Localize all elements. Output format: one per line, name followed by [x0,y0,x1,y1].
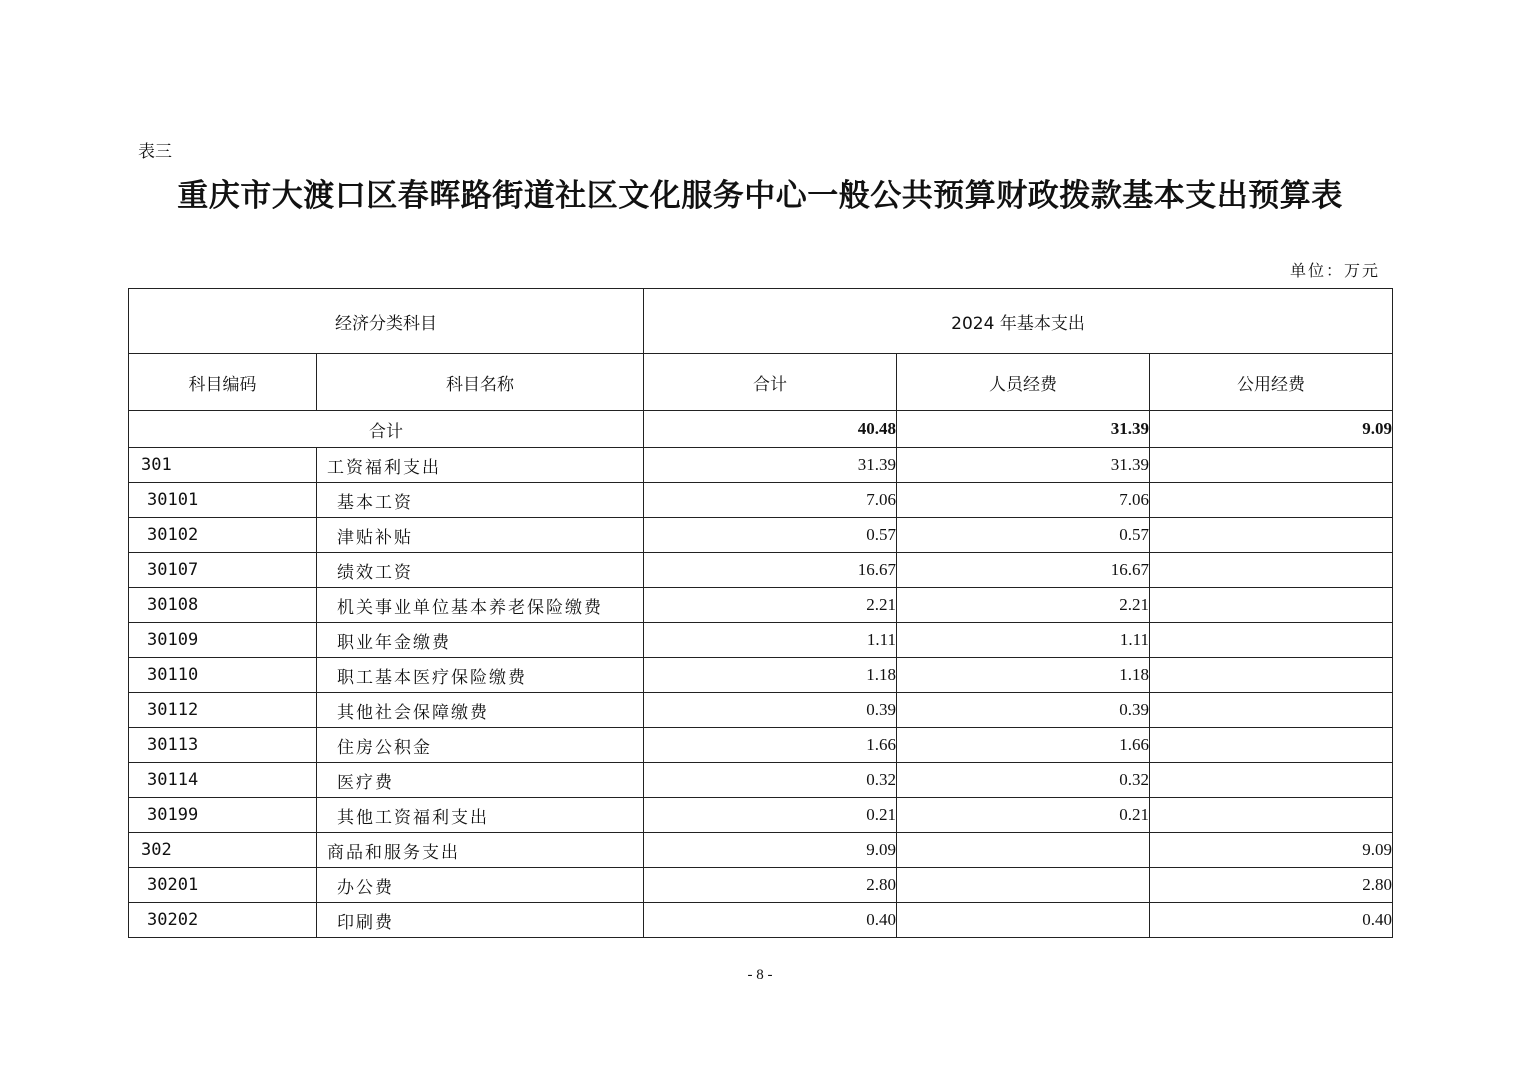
row-code: 30108 [129,588,317,623]
row-name: 机关事业单位基本养老保险缴费 [317,588,644,623]
row-personnel: 31.39 [897,448,1150,483]
row-personnel: 2.21 [897,588,1150,623]
row-public [1150,763,1393,798]
row-personnel: 1.11 [897,623,1150,658]
row-total: 16.67 [644,553,897,588]
page-number: - 8 - [747,967,773,983]
row-personnel: 0.57 [897,518,1150,553]
row-code: 30112 [129,693,317,728]
row-total: 7.06 [644,483,897,518]
row-code: 30202 [129,903,317,938]
unit-label: 单位：万元 [1289,261,1380,280]
row-code: 30109 [129,623,317,658]
table-row [129,623,1393,658]
row-code: 30101 [129,483,317,518]
table-row [129,658,1393,693]
row-total: 0.40 [644,903,897,938]
row-public: 0.40 [1150,903,1393,938]
row-total: 1.11 [644,623,897,658]
header-code: 科目编码 [129,354,317,411]
row-personnel: 1.66 [897,728,1150,763]
row-total: 31.39 [644,448,897,483]
row-personnel: 0.32 [897,763,1150,798]
row-name: 职工基本医疗保险缴费 [317,658,644,693]
row-public [1150,798,1393,833]
row-name: 职业年金缴费 [317,623,644,658]
row-total: 0.21 [644,798,897,833]
row-code: 302 [129,833,317,868]
row-personnel [897,833,1150,868]
row-total: 0.57 [644,518,897,553]
total-value: 40.48 [644,411,897,448]
row-public [1150,483,1393,518]
header-personnel: 人员经费 [897,354,1150,411]
row-name: 绩效工资 [317,553,644,588]
header-public: 公用经费 [1150,354,1393,411]
table-row [129,553,1393,588]
row-code: 30110 [129,658,317,693]
row-personnel [897,868,1150,903]
total-row [129,411,1393,448]
table-row [129,693,1393,728]
table-row [129,798,1393,833]
row-total: 0.39 [644,693,897,728]
header-total: 合计 [644,354,897,411]
row-total: 1.66 [644,728,897,763]
row-personnel: 0.39 [897,693,1150,728]
row-public [1150,658,1393,693]
row-name: 工资福利支出 [317,448,644,483]
row-name: 住房公积金 [317,728,644,763]
table-label: 表三 [138,142,172,162]
budget-table [128,288,1393,938]
header-basic-expenditure: 2024 年基本支出 [644,289,1393,354]
row-name: 办公费 [317,868,644,903]
row-name: 印刷费 [317,903,644,938]
total-personnel: 31.39 [897,411,1150,448]
header-economic-category: 经济分类科目 [129,289,644,354]
row-code: 30107 [129,553,317,588]
row-total: 1.18 [644,658,897,693]
total-public: 9.09 [1150,411,1393,448]
header-name: 科目名称 [317,354,644,411]
table-row [129,518,1393,553]
row-public [1150,623,1393,658]
row-public: 9.09 [1150,833,1393,868]
table-row [129,868,1393,903]
row-personnel [897,903,1150,938]
row-public [1150,553,1393,588]
row-name: 商品和服务支出 [317,833,644,868]
row-name: 其他社会保障缴费 [317,693,644,728]
row-public [1150,728,1393,763]
row-code: 30102 [129,518,317,553]
header-row-columns [129,354,1393,411]
row-personnel: 1.18 [897,658,1150,693]
row-name: 基本工资 [317,483,644,518]
row-code: 301 [129,448,317,483]
table-row [129,588,1393,623]
row-name: 其他工资福利支出 [317,798,644,833]
row-personnel: 0.21 [897,798,1150,833]
row-total: 0.32 [644,763,897,798]
row-public: 2.80 [1150,868,1393,903]
table-row [129,903,1393,938]
table-row [129,483,1393,518]
table-row [129,763,1393,798]
row-public [1150,448,1393,483]
row-code: 30199 [129,798,317,833]
row-total: 9.09 [644,833,897,868]
row-total: 2.80 [644,868,897,903]
row-total: 2.21 [644,588,897,623]
row-code: 30201 [129,868,317,903]
header-row-group [129,289,1393,354]
document-title: 重庆市大渡口区春晖路街道社区文化服务中心一般公共预算财政拨款基本支出预算表 [177,178,1343,214]
row-public [1150,518,1393,553]
row-name: 医疗费 [317,763,644,798]
row-public [1150,588,1393,623]
row-public [1150,693,1393,728]
row-code: 30114 [129,763,317,798]
row-personnel: 16.67 [897,553,1150,588]
total-label: 合计 [129,411,644,448]
table-row [129,448,1393,483]
row-code: 30113 [129,728,317,763]
table-row [129,728,1393,763]
table-row [129,833,1393,868]
row-name: 津贴补贴 [317,518,644,553]
row-personnel: 7.06 [897,483,1150,518]
